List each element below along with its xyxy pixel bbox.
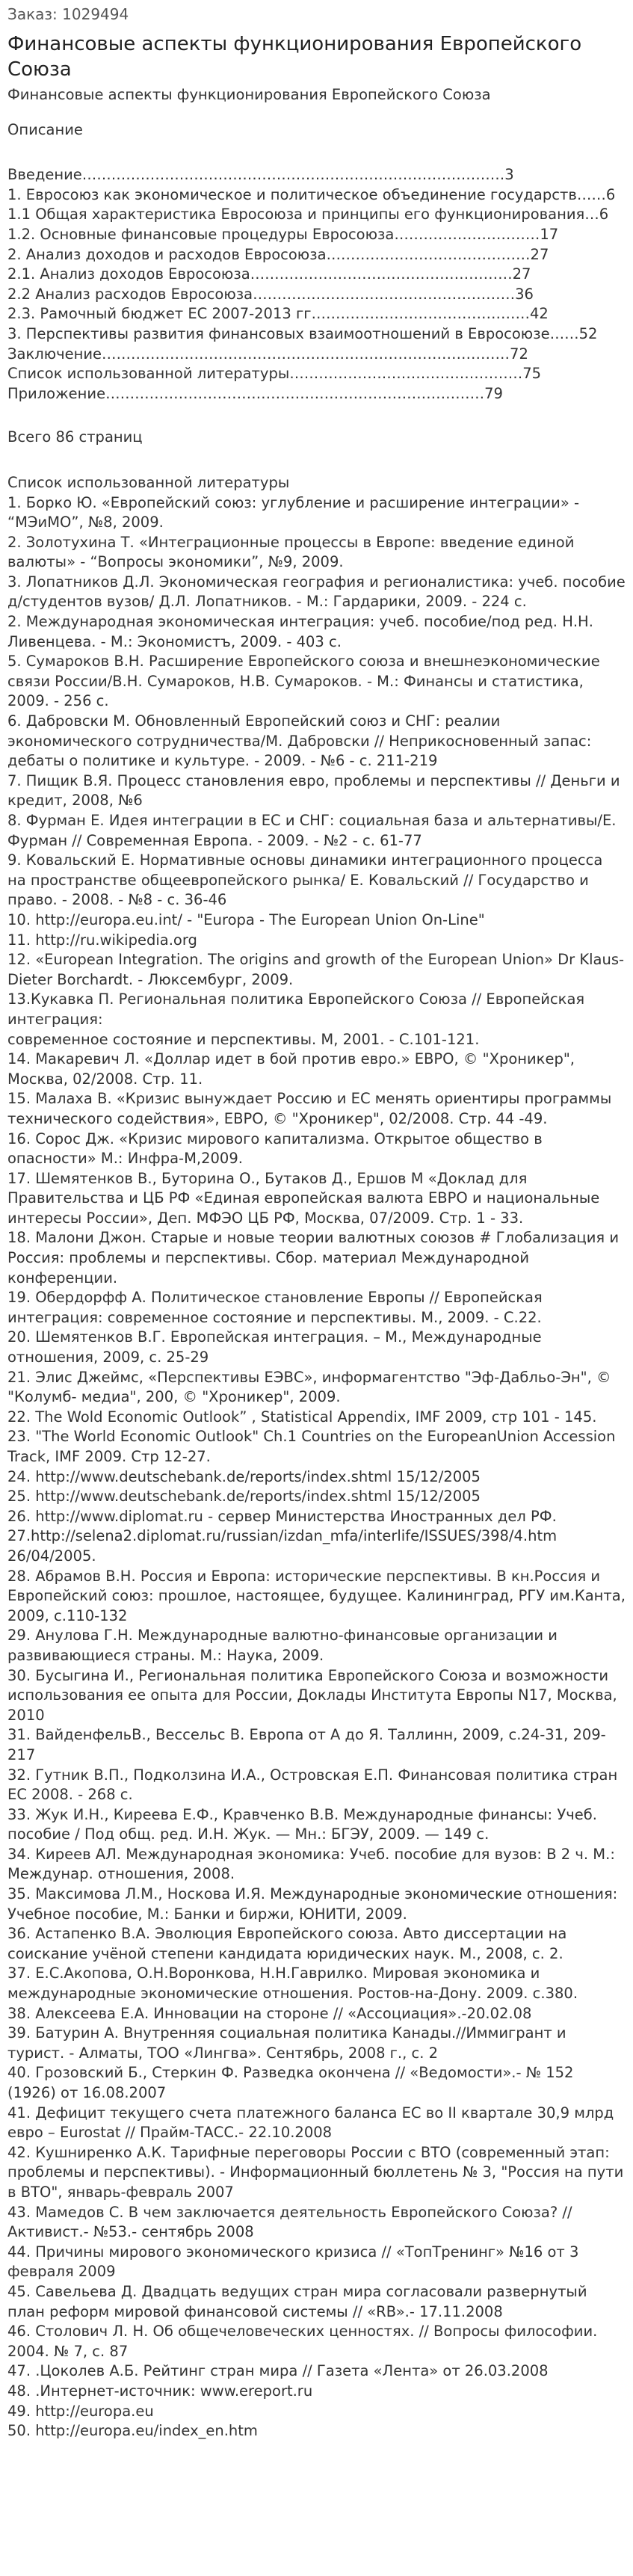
toc-entry: 2. Анализ доходов и расходов Евросоюза……………………………………27 xyxy=(7,245,549,263)
reference-item: 27.http://selena2.diplomat.ru/russian/izdan_mfa/interlife/ISSUES/398/4.htm 26/04/2005. xyxy=(7,1527,558,1565)
reference-item: 3. Лопатников Д.Л. Экономическая география и регионалистика: учеб. пособие д/студентов вузов/ Д.Л. Лопатников. - М.: Гардарики, 2009. - 224 с. xyxy=(7,573,626,611)
reference-item: 40. Грозовский Б., Стеркин Ф. Разведка окончена // «Ведомости».- № 152 (1926) от 16.08.2007 xyxy=(7,2064,574,2101)
reference-item: 21. Элис Джеймс, «Перспективы ЕЭВС», информагентство "Эф-Дабльо-Эн", © "Колумб- медиа", 200, © "Хроникер", 2009. xyxy=(7,1368,611,1406)
reference-item: 16. Сорос Дж. «Кризис мирового капитализма. Открытое общество в опасности» М.: Инфра-М,2009. xyxy=(7,1130,543,1168)
reference-item: 37. Е.С.Акопова, О.Н.Воронкова, Н.Н.Гаврилко. Мировая экономика и международные экономические отношения. Ростов-на-Дону. 2009. с.380. xyxy=(7,1965,578,2003)
toc-entry: 2.3. Рамочный бюджет ЕС 2007-2013 гг………………………………………42 xyxy=(7,305,549,323)
toc-entry: 3. Перспективы развития финансовых взаимоотношений в Евросоюзе……52 xyxy=(7,324,598,342)
toc-entry: Приложение……………………………………………………………………79 xyxy=(7,384,503,402)
reference-item: 50. http://europa.eu/index_en.htm xyxy=(7,2422,258,2440)
reference-item: 34. Киреев АЛ. Международная экономика: Учеб. пособие для вузов: В 2 ч. М.: Междунар. отношения, 2008. xyxy=(7,1845,615,1883)
reference-item: 49. http://europa.eu xyxy=(7,2402,154,2420)
reference-item: 46. Столович Л. Н. Об общечеловеческих ценностях. // Вопросы философии. 2004. № 7, с. 87 xyxy=(7,2323,598,2360)
reference-item: 25. http://www.deutschebank.de/reports/index.shtml 15/12/2005 xyxy=(7,1488,481,1506)
reference-item: 2. Золотухина Т. «Интеграционные процессы в Европе: введение единой валюты» - “Вопросы экономики”, №9, 2009. xyxy=(7,533,575,571)
reference-item: 29. Анулова Г.Н. Международные валютно-финансовые организации и развивающиеся страны. М.: Наука, 2009. xyxy=(7,1627,558,1664)
toc-entry: 1. Евросоюз как экономическое и политическое объединение государств……6 xyxy=(7,185,616,203)
reference-item: 48. .Интернет-источник: www.ereport.ru xyxy=(7,2382,313,2400)
reference-item: 22. The Wold Economic Outlook” , Statistical Appendix, IMF 2009, стр 101 - 145. xyxy=(7,1408,597,1426)
reference-item: 35. Максимова Л.М., Носкова И.Я. Международные экономические отношения: Учебное пособие, М.: Банки и биржи, ЮНИТИ, 2009. xyxy=(7,1885,618,1923)
reference-item: 2. Международная экономическая интеграция: учеб. пособие/под ред. Н.Н. Ливенцева. - М.: Экономистъ, 2009. - 403 с. xyxy=(7,613,593,650)
toc-entry: 2.2 Анализ расходов Евросоюза………………………………………………36 xyxy=(7,285,534,303)
reference-item: 41. Дефицит текущего счета платежного баланса ЕС во II квартале 30,9 млрд евро – Eurostat // Прайм-ТАСС.- 22.10.2008 xyxy=(7,2104,614,2142)
reference-item: 44. Причины мирового экономического кризиса // «ТопТренинг» №16 от 3 февраля 2009 xyxy=(7,2243,579,2281)
reference-item: 43. Мамедов С. В чем заключается деятельность Европейского Союза? // Активист.- №53.- сентябрь 2008 xyxy=(7,2203,572,2241)
reference-item: 23. "The World Economic Outlook" Ch.1 Countries on the EuropeanUnion Accession Track, IMF 2009. Стр 12-27. xyxy=(7,1428,616,1465)
reference-item: 13.Кукавка П. Региональная политика Европейского Союза // Европейская интеграция: xyxy=(7,990,585,1028)
reference-item: 1. Борко Ю. «Европейский союз: углубление и расширение интеграции» - “МЭиМО”, №8, 2009. xyxy=(7,493,580,531)
reference-item: 20. Шемятенков В.Г. Европейская интеграция. – М., Международные отношения, 2009, с. 25-29 xyxy=(7,1328,542,1366)
toc-entry: 1.1 Общая характеристика Евросоюза и принципы его функционирования…6 xyxy=(7,206,609,224)
reference-item: 7. Пищик В.Я. Процесс становления евро, проблемы и перспективы // Деньги и кредит, 2008, №6 xyxy=(7,771,620,810)
reference-item: 17. Шемятенков В., Буторина О., Бутаков Д., Ершов М «Доклад для Правительства и ЦБ РФ «Единая европейская валюта ЕВРО и национальные интересы России», Деп. МФЭО ЦБ РФ, Москва, 07/2009. Стр. 1 - 33. xyxy=(7,1169,600,1227)
reference-item: 32. Гутник В.П., Подколзина И.А., Островская Е.П. Финансовая политика стран ЕС 2008. - 268 с. xyxy=(7,1766,618,1804)
document-subtitle: Финансовые аспекты функционирования Европейского Союза xyxy=(7,86,491,103)
reference-item: 36. Астапенко В.А. Эволюция Европейского союза. Авто диссертации на соискание учёной степени кандидата юридических наук. М., 2008, с. 2. xyxy=(7,1925,567,1962)
reference-item: 8. Фурман Е. Идея интеграции в ЕС и СНГ: социальная база и альтернативы/Е. Фурман // Современная Европа. - 2009. - №2 - с. 61-77 xyxy=(7,812,617,849)
description-label: Описание xyxy=(7,120,83,138)
page-count: Всего 86 страниц xyxy=(7,428,143,446)
reference-item: 42. Кушниренко А.К. Тарифные переговоры России с ВТО (современный этап: проблемы и перспективы). - Информационный бюллетень № 3, "Россия на пути в ВТО", январь-февраль 2007 xyxy=(7,2143,624,2201)
reference-item: 47. .Цоколев А.Б. Рейтинг стран мира // Газета «Лента» от 26.03.2008 xyxy=(7,2362,549,2380)
reference-item: 38. Алексеева Е.А. Инновации на стороне // «Ассоциация».-20.02.08 xyxy=(7,2004,532,2022)
reference-item: 31. ВайденфельВ., Вессельс В. Европа от А до Я. Таллинн, 2009, с.24-31, 209-217 xyxy=(7,1726,606,1763)
references-heading: Список использованной литературы xyxy=(7,473,290,491)
reference-item: 15. Малаха В. «Кризис вынуждает Россию и ЕС менять ориентиры программы технического содействия», ЕВРО, © "Хроникер", 02/2008. Стр. 44 -49. xyxy=(7,1090,612,1127)
document-title: Финансовые аспекты функционирования Европейского Союза xyxy=(7,33,582,81)
reference-item: 45. Савельева Д. Двадцать ведущих стран мира согласовали развернутый план реформ мировой финансовой системы // «RB».- 17.11.2008 xyxy=(7,2282,587,2320)
toc-entry: Введение……………………………………………………………………………3 xyxy=(7,166,514,184)
reference-item: 10. http://europa.eu.int/ - "Europa - The European Union On-Line" xyxy=(7,910,485,928)
reference-item: 28. Абрамов В.Н. Россия и Европа: исторические перспективы. В кн.Россия и Европейский союз: прошлое, настоящее, будущее. Калининград, РГУ им.Канта, 2009, с.110-132 xyxy=(7,1567,626,1624)
reference-item: 9. Ковальский Е. Нормативные основы динамики интеграционного процесса на пространстве общеевропейского рынка/ Е. Ковальский // Государство и право. - 2008. - №8 - с. 36-46 xyxy=(7,851,603,909)
reference-item: 5. Сумароков В.Н. Расширение Европейского союза и внешнеэкономические связи России/В.Н. Сумароков, Н.В. Сумароков. - М.: Финансы и статистика, 2009. - 256 с. xyxy=(7,653,600,710)
reference-item: 39. Батурин А. Внутренняя социальная политика Канады.//Иммигрант и турист. - Алматы, ТОО «Лингва». Сентябрь, 2008 г., с. 2 xyxy=(7,2024,566,2062)
reference-list xyxy=(7,493,626,2441)
reference-item: 19. Обердорфф А. Политическое становление Европы // Европейская интеграция: современное состояние и перспективы. М., 2009. - С.22. xyxy=(7,1289,543,1326)
toc-entry: Заключение…………………………………………………………………………72 xyxy=(7,345,528,363)
reference-item: 30. Бусыгина И., Региональная политика Европейского Союза и возможности использования ее опыта для России, Доклады Института Европы N17, Москва, 2010 xyxy=(7,1666,617,1724)
reference-item: 6. Дабровски М. Обновленный Европейский союз и СНГ: реалии экономического сотрудничества/М. Дабровски // Неприкосновенный запас: дебаты о политике и культуре. - 2009. - №6 - с. 211-219 xyxy=(7,712,592,770)
reference-item: 14. Макаревич Л. «Доллар идет в бой против евро.» ЕВРО, © "Хроникер", Москва, 02/2008. Стр. 11. xyxy=(7,1050,575,1088)
toc-entry: 2.1. Анализ доходов Евросоюза………………………………………………27 xyxy=(7,265,531,283)
reference-item: 12. «European Integration. The origins and growth of the European Union» Dr Klaus-Dieter Borchardt. - Люксембург, 2009. xyxy=(7,951,625,988)
toc-entry: 1.2. Основные финансовые процедуры Евросоюза…………………………17 xyxy=(7,225,559,243)
reference-item: 11. http://ru.wikipedia.org xyxy=(7,931,197,949)
reference-item: 24. http://www.deutschebank.de/reports/index.shtml 15/12/2005 xyxy=(7,1467,481,1485)
reference-item: 26. http://www.diplomat.ru - сервер Министерства Иностранных дел РФ. xyxy=(7,1507,557,1525)
toc-entry: Список использованной литературы…………………………………………75 xyxy=(7,365,542,383)
reference-item: современное состояние и перспективы. М, 2001. - С.101-121. xyxy=(7,1030,480,1048)
reference-item: 18. Малони Джон. Старые и новые теории валютных союзов # Глобализация и Россия: проблемы и перспективы. Сбор. материал Международной конференции. xyxy=(7,1229,620,1287)
reference-item: 33. Жук И.Н., Киреева Е.Ф., Кравченко В.В. Международные финансы: Учеб. пособие / Под общ. ред. И.Н. Жук. — Мн.: БГЭУ, 2009. — 149 с. xyxy=(7,1805,597,1843)
order-number: Заказ: 1029494 xyxy=(7,5,129,23)
table-of-contents xyxy=(7,165,626,404)
